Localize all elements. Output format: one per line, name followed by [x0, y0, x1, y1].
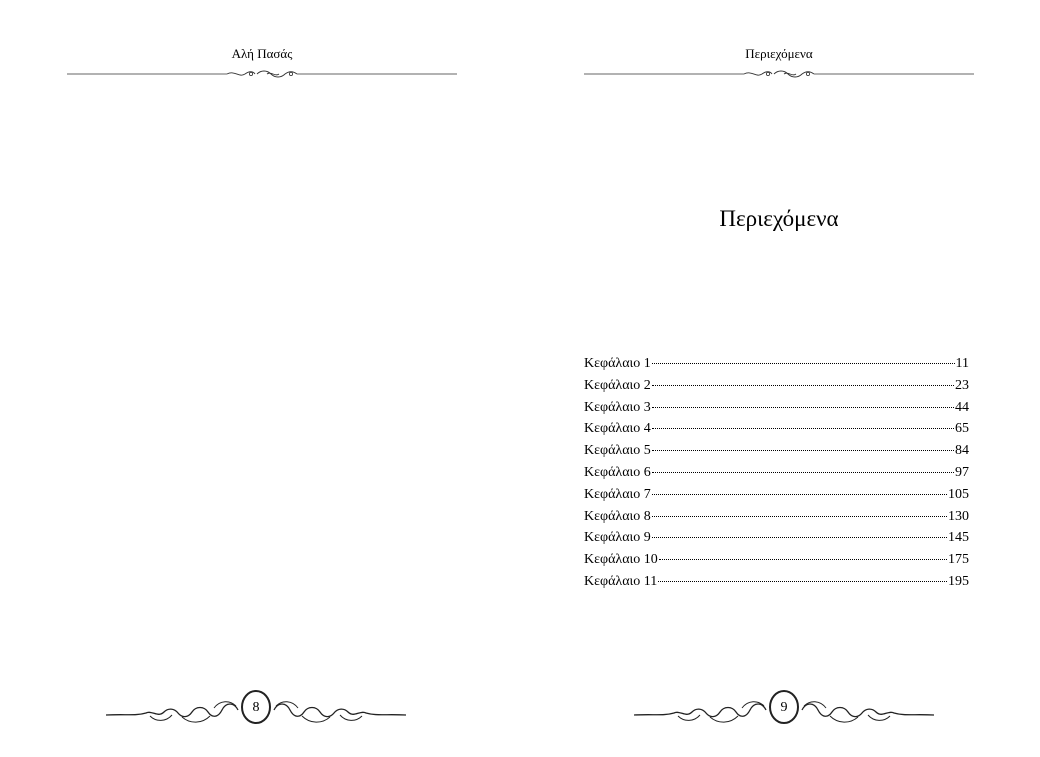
running-head: Αλή Πασάς — [231, 46, 293, 61]
toc-entry-page: 175 — [948, 552, 969, 568]
header-flourish-rule — [67, 68, 457, 80]
toc-entry[interactable] — [584, 353, 969, 375]
toc-entry-label: Κεφάλαιο 10 — [584, 552, 658, 568]
running-head: Περιεχόμενα — [745, 46, 813, 61]
toc-entry-page: 97 — [955, 464, 969, 480]
header-flourish-rule — [584, 68, 974, 80]
page-number: 9 — [780, 700, 788, 715]
toc-dot-leader — [658, 581, 947, 582]
toc-entry-label: Κεφάλαιο 7 — [584, 486, 651, 502]
toc-entry-page: 105 — [948, 486, 969, 502]
toc-dot-leader — [659, 559, 947, 560]
toc-dot-leader — [652, 450, 954, 451]
toc-entry-label: Κεφάλαιο 3 — [584, 399, 651, 415]
toc-dot-leader — [652, 516, 947, 517]
toc-entry-label: Κεφάλαιο 1 — [584, 356, 651, 371]
toc-entry-page: 84 — [955, 443, 969, 459]
toc-entry-page: 145 — [948, 530, 969, 546]
toc-entry-page: 195 — [948, 573, 969, 589]
toc-dot-leader — [652, 363, 955, 364]
toc-entry-label: Κεφάλαιο 9 — [584, 530, 651, 546]
toc-dot-leader — [652, 537, 947, 538]
toc-dot-leader — [652, 407, 954, 408]
toc-entry-label: Κεφάλαιο 11 — [584, 573, 658, 589]
toc-entry[interactable] — [584, 484, 969, 506]
toc-dot-leader — [652, 428, 954, 429]
toc-entry-label: Κεφάλαιο 8 — [584, 508, 651, 524]
toc-entry[interactable] — [584, 571, 969, 593]
toc-entry[interactable] — [584, 549, 969, 571]
toc-entry[interactable] — [584, 418, 969, 440]
toc-entry-page: 130 — [948, 508, 969, 524]
toc-entry-label: Κεφάλαιο 4 — [584, 421, 651, 437]
table-of-contents — [584, 353, 969, 593]
toc-entry[interactable] — [584, 375, 969, 397]
toc-entry-label: Κεφάλαιο 2 — [584, 377, 651, 393]
toc-entry[interactable] — [584, 506, 969, 528]
toc-dot-leader — [652, 385, 954, 386]
toc-entry[interactable] — [584, 462, 969, 484]
page-number: 8 — [252, 700, 260, 715]
toc-title: Περιεχόμενα — [719, 206, 839, 231]
toc-entry[interactable] — [584, 440, 969, 462]
toc-entry-page: 11 — [955, 356, 969, 371]
toc-entry-label: Κεφάλαιο 6 — [584, 464, 651, 480]
toc-dot-leader — [652, 494, 947, 495]
toc-dot-leader — [652, 472, 954, 473]
toc-entry-page: 44 — [955, 399, 969, 415]
toc-entry[interactable] — [584, 397, 969, 419]
toc-entry[interactable] — [584, 527, 969, 549]
toc-entry-page: 65 — [955, 421, 969, 437]
right-page — [520, 0, 1040, 757]
toc-entry-page: 23 — [955, 377, 969, 393]
toc-entry-label: Κεφάλαιο 5 — [584, 443, 651, 459]
